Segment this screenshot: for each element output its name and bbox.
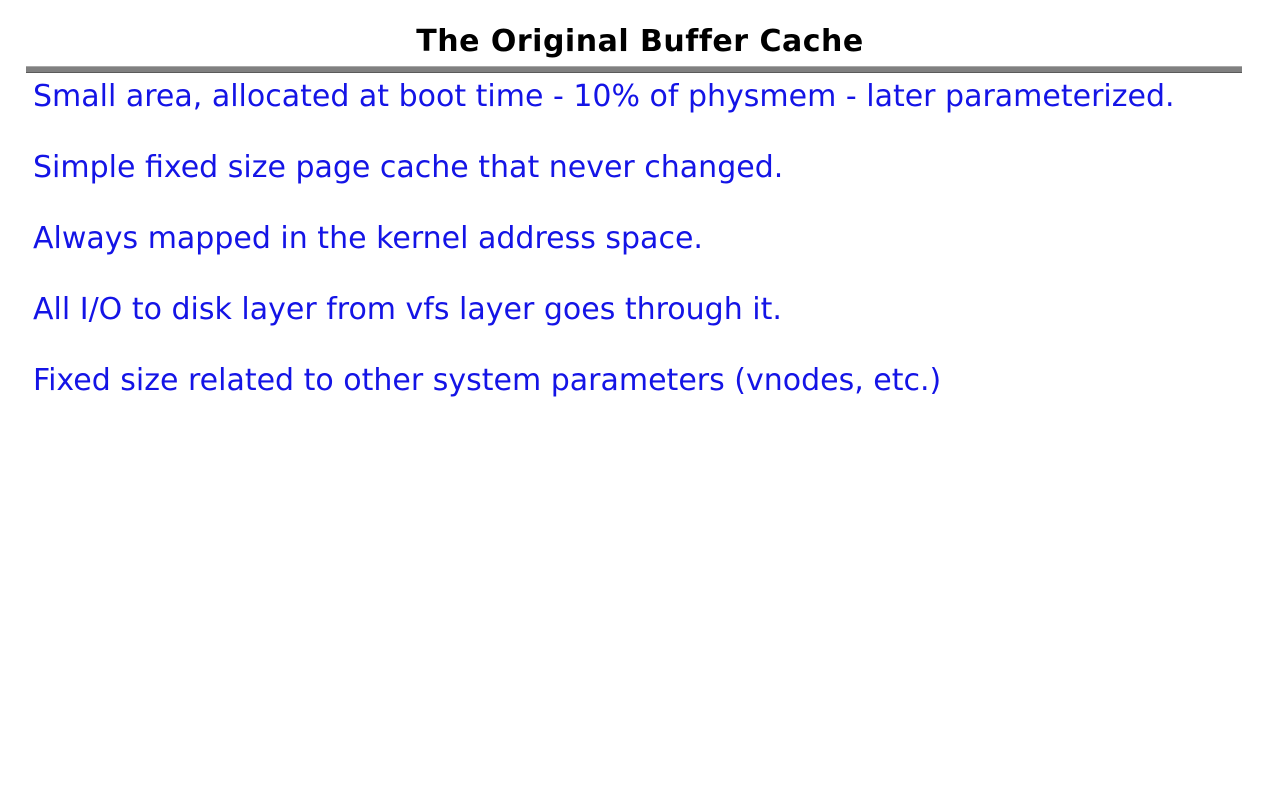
- page-title: The Original Buffer Cache: [416, 24, 864, 59]
- list-item: All I/O to disk layer from vfs layer goes through it.: [33, 292, 782, 327]
- list-item: Small area, allocated at boot time - 10% of physmem - later parameterized.: [33, 79, 1175, 114]
- list-item: Always mapped in the kernel address space.: [33, 221, 703, 256]
- slide-body: [33, 79, 1233, 398]
- title-divider: [26, 66, 1242, 73]
- list-item: Fixed size related to other system parameters (vnodes, etc.): [33, 363, 942, 398]
- list-item: Simple fixed size page cache that never changed.: [33, 150, 784, 185]
